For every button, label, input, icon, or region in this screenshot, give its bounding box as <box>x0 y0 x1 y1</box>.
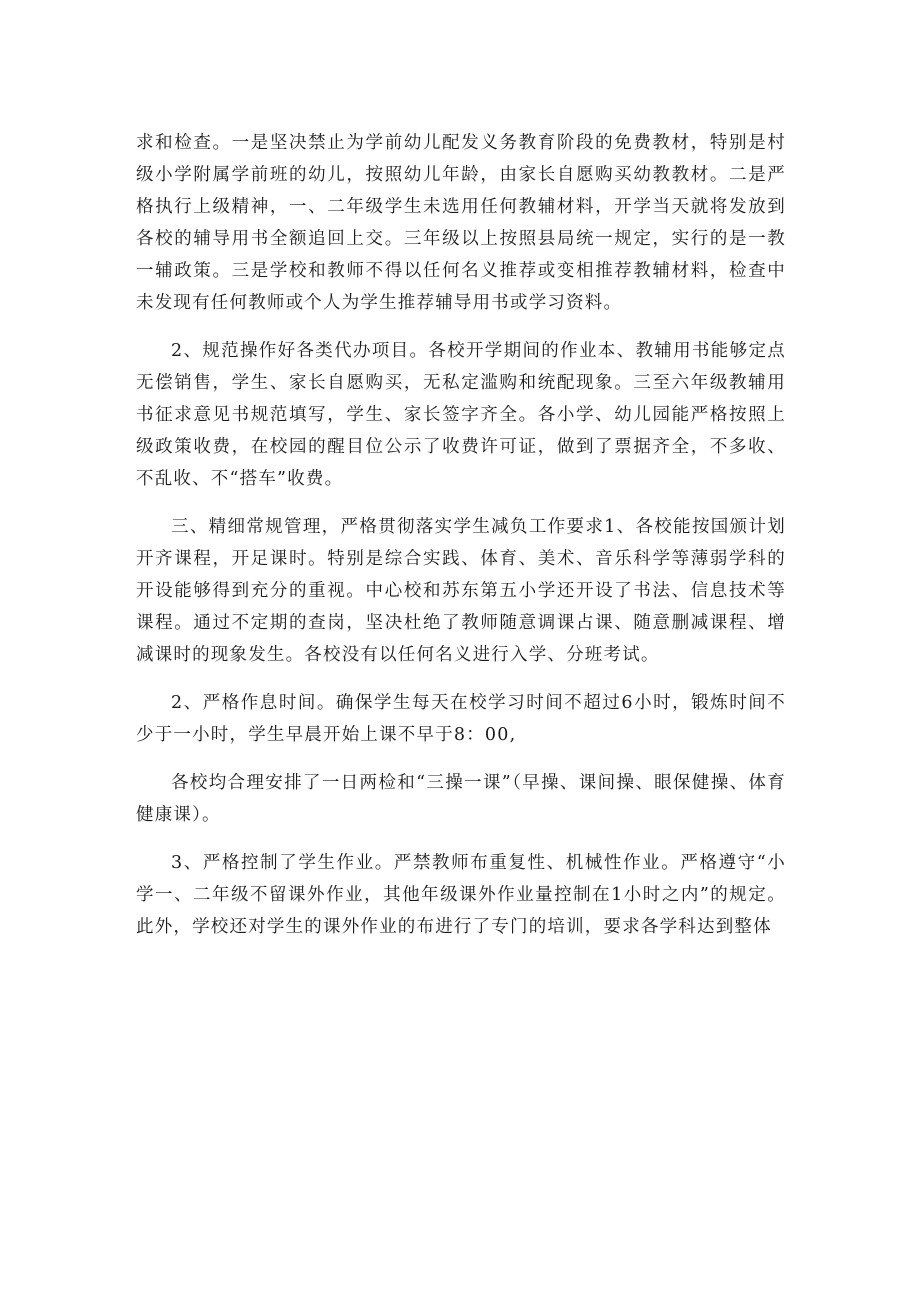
paragraph-6: 3、严格控制了学生作业。严禁教师布重复性、机械性作业。严格遵守“小学一、二年级不留课外作业，其他年级课外作业量控制在1小时之内”的规定。此外，学校还对学生的课外作业的布进行了专门的培训，要求各学科达到整体 <box>136 853 786 937</box>
paragraph-1: 求和检查。一是坚决禁止为学前幼儿配发义务教育阶段的免费教材，特别是村级小学附属学前班的幼儿，按照幼儿年龄，由家长自愿购买幼教教材。二是严格执行上级精神，一、二年级学生未选用任何教辅材料，开学当天就将发放到各校的辅导用书全额追回上交。三年级以上按照县局统一规定，实行的是一教一辅政策。三是学校和教师不得以任何名义推荐或变相推荐教辅材料，检查中未发现有任何教师或个人为学生推荐辅导用书或学习资料。 <box>136 133 786 313</box>
paragraph-2: 2、规范操作好各类代办项目。各校开学期间的作业本、教辅用书能够定点无偿销售，学生、家长自愿购买，无私定滥购和统配现象。三至六年级教辅用书征求意见书规范填写，学生、家长签字齐全。各小学、幼儿园能严格按照上级政策收费，在校园的醒目位公示了收费许可证，做到了票据齐全，不多收、不乱收、不“搭车”收费。 <box>136 341 786 489</box>
paragraph-5: 各校均合理安排了一日两检和“三操一课”（早操、课间操、眼保健操、体育健康课）。 <box>136 773 786 825</box>
paragraph-gap <box>136 671 786 687</box>
paragraph-gap <box>136 751 786 767</box>
document-body <box>136 127 786 943</box>
paragraph-gap <box>136 831 786 847</box>
paragraph-4: 2、严格作息时间。确保学生每天在校学习时间不超过6小时，锻炼时间不少于一小时，学生早晨开始上课不早于8：00, <box>136 693 786 745</box>
paragraph-gap <box>136 319 786 335</box>
paragraph-gap <box>136 495 786 511</box>
paragraph-3: 三、精细常规管理，严格贯彻落实学生减负工作要求1、各校能按国颁计划开齐课程，开足课时。特别是综合实践、体育、美术、音乐科学等薄弱学科的开设能够得到充分的重视。中心校和苏东第五小学还开设了书法、信息技术等课程。通过不定期的查岗，坚决杜绝了教师随意调课占课、随意删减课程、增减课时的现象发生。各校没有以任何名义进行入学、分班考试。 <box>136 517 786 665</box>
